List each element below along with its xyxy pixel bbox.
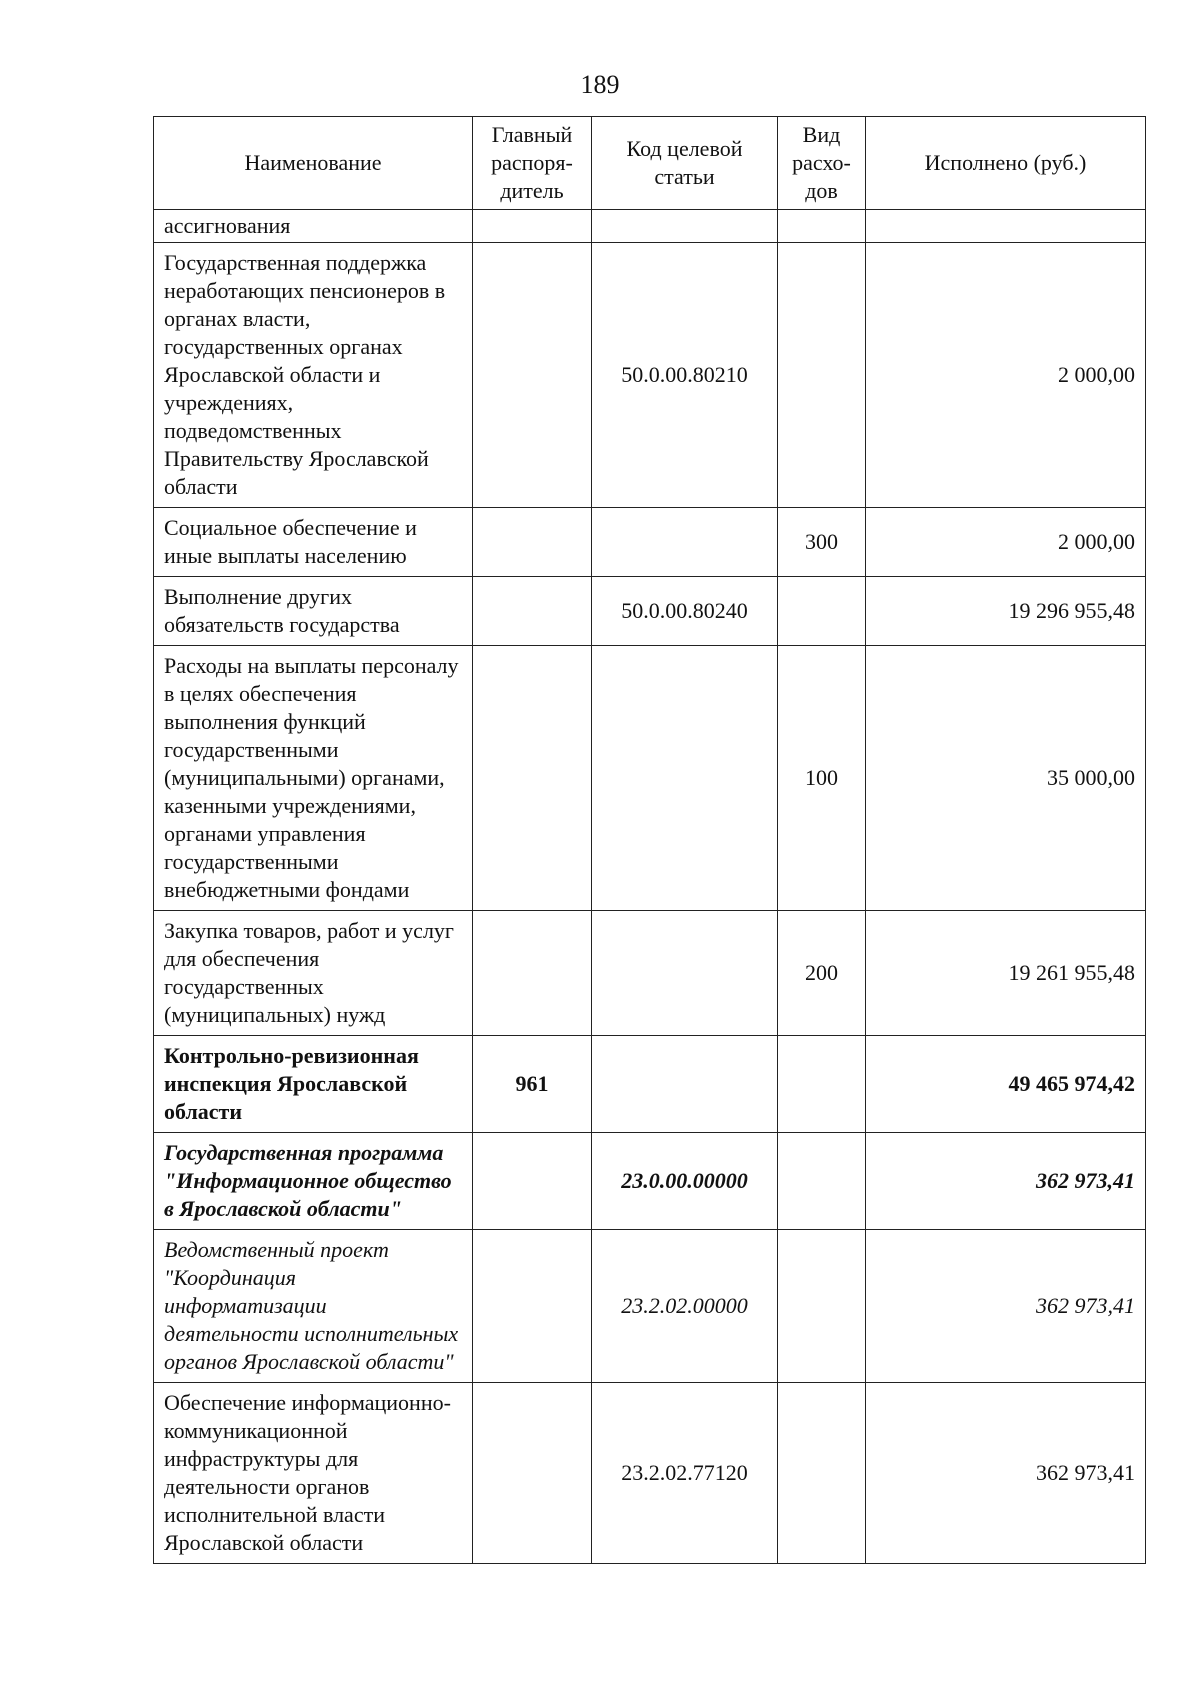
table-row [154,1133,1146,1230]
cell-amount: 2 000,00 [866,508,1146,577]
header-kind: Вид расхо-дов [778,117,866,210]
cell-manager: 961 [473,1036,592,1133]
table-row [154,243,1146,508]
cell-kind [778,1036,866,1133]
cell-kind [778,210,866,243]
cell-manager [473,210,592,243]
cell-name: Социальное обеспечение и иные выплаты населению [154,508,473,577]
cell-code: 23.2.02.00000 [592,1230,778,1383]
header-name: Наименование [154,117,473,210]
table-row [154,646,1146,911]
cell-amount: 35 000,00 [866,646,1146,911]
cell-code [592,508,778,577]
cell-amount: 19 296 955,48 [866,577,1146,646]
cell-code [592,210,778,243]
cell-manager [473,1383,592,1564]
cell-manager [473,577,592,646]
header-manager: Главный распоря-дитель [473,117,592,210]
table-header-row [154,117,1146,210]
cell-amount [866,210,1146,243]
header-code: Код целевой статьи [592,117,778,210]
table-row [154,1230,1146,1383]
cell-code: 23.2.02.77120 [592,1383,778,1564]
cell-kind: 300 [778,508,866,577]
cell-code [592,1036,778,1133]
cell-name: Ведомственный проект "Координация информатизации деятельности исполнительных органов Ярославской области" [154,1230,473,1383]
cell-kind: 100 [778,646,866,911]
cell-name: ассигнования [154,210,473,243]
cell-manager [473,1230,592,1383]
cell-code [592,646,778,911]
cell-amount: 2 000,00 [866,243,1146,508]
cell-name: Выполнение других обязательств государства [154,577,473,646]
table-row [154,1383,1146,1564]
table-row [154,508,1146,577]
cell-amount: 362 973,41 [866,1230,1146,1383]
cell-name: Обеспечение информационно-коммуникационной инфраструктуры для деятельности органов исполнительной власти Ярославской области [154,1383,473,1564]
page-number: 189 [580,70,620,99]
cell-manager [473,243,592,508]
cell-manager [473,646,592,911]
cell-amount: 362 973,41 [866,1383,1146,1564]
cell-kind [778,1383,866,1564]
table-row [154,210,1146,243]
cell-code: 50.0.00.80240 [592,577,778,646]
cell-name: Расходы на выплаты персоналу в целях обеспечения выполнения функций государственными (муниципальными) органами, казенными учреждениями, органами управления государственными внебюджетными фондами [154,646,473,911]
cell-code: 23.0.00.00000 [592,1133,778,1230]
header-amount: Исполнено (руб.) [866,117,1146,210]
cell-kind [778,243,866,508]
table-row [154,911,1146,1036]
cell-manager [473,508,592,577]
cell-name: Закупка товаров, работ и услуг для обеспечения государственных (муниципальных) нужд [154,911,473,1036]
cell-code: 50.0.00.80210 [592,243,778,508]
cell-manager [473,911,592,1036]
cell-kind [778,1133,866,1230]
cell-name: Государственная поддержка неработающих пенсионеров в органах власти, государственных органах Ярославской области и учреждениях, подведомственных Правительству Ярославской области [154,243,473,508]
table-row [154,577,1146,646]
cell-kind: 200 [778,911,866,1036]
cell-manager [473,1133,592,1230]
cell-name: Контрольно-ревизионная инспекция Ярославской области [154,1036,473,1133]
cell-kind [778,1230,866,1383]
table-row [154,1036,1146,1133]
table-body [154,210,1146,1564]
cell-code [592,911,778,1036]
cell-amount: 19 261 955,48 [866,911,1146,1036]
cell-name: Государственная программа "Информационное общество в Ярославской области" [154,1133,473,1230]
cell-kind [778,577,866,646]
budget-table [153,116,1146,1564]
cell-amount: 49 465 974,42 [866,1036,1146,1133]
cell-amount: 362 973,41 [866,1133,1146,1230]
